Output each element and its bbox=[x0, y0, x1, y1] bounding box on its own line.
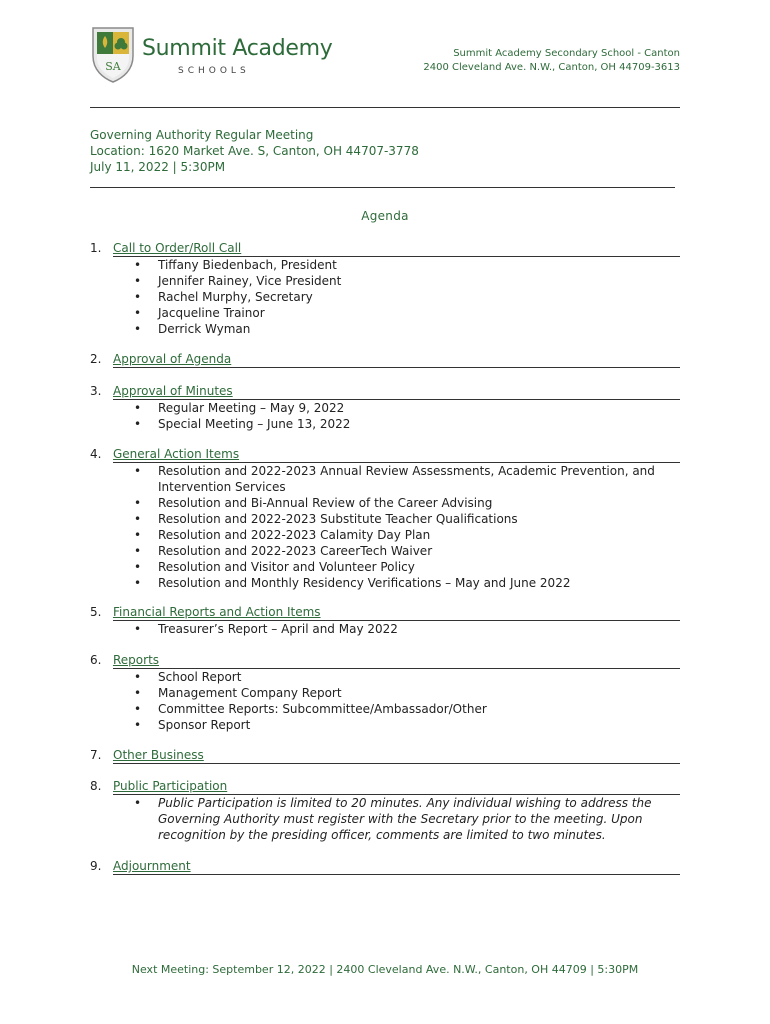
list-item: • Special Meeting – June 13, 2022 bbox=[134, 417, 351, 431]
public-participation-note bbox=[90, 795, 680, 843]
list-item: • Resolution and Bi-Annual Review of the Career Advising bbox=[134, 496, 493, 510]
list-item: • Jennifer Rainey, Vice President bbox=[134, 274, 342, 288]
school-address-line: 2400 Cleveland Ave. N.W., Canton, OH 44709-3613 bbox=[423, 62, 680, 73]
list-item: • Resolution and 2022-2023 CareerTech Waiver bbox=[134, 544, 433, 558]
item-number: 3. bbox=[90, 384, 102, 398]
agenda-heading: Agenda bbox=[361, 209, 409, 223]
agenda-item-public-participation bbox=[90, 779, 680, 843]
list-item-continuation: Governing Authority must register with the Secretary prior to the meeting. Upon bbox=[158, 812, 643, 826]
item-number: 4. bbox=[90, 447, 102, 461]
meeting-info-divider bbox=[90, 187, 675, 188]
list-item: • Committee Reports: Subcommittee/Ambassador/Other bbox=[134, 702, 487, 716]
item-number: 5. bbox=[90, 605, 102, 619]
brand-subtitle: SCHOOLS bbox=[178, 66, 250, 76]
list-item-continuation: recognition by the presiding officer, comments are limited to two minutes. bbox=[158, 828, 606, 842]
item-title: Adjournment bbox=[113, 859, 680, 875]
list-item: • Rachel Murphy, Secretary bbox=[134, 290, 313, 304]
list-item: • Treasurer’s Report – April and May 2022 bbox=[134, 622, 398, 636]
meeting-title: Governing Authority Regular Meeting bbox=[90, 128, 314, 142]
item-title: Public Participation bbox=[113, 779, 680, 795]
list-item: • Management Company Report bbox=[134, 686, 342, 700]
item-number: 2. bbox=[90, 352, 102, 366]
item-number: 1. bbox=[90, 241, 102, 255]
list-item: • Regular Meeting – May 9, 2022 bbox=[134, 401, 345, 415]
item-title: General Action Items bbox=[113, 447, 680, 463]
list-item: • Public Participation is limited to 20 minutes. Any individual wishing to address the bbox=[134, 796, 652, 810]
svg-text:SA: SA bbox=[105, 60, 121, 73]
financial-list bbox=[90, 621, 680, 637]
item-title: Approval of Agenda bbox=[113, 352, 680, 368]
item-number: 9. bbox=[90, 859, 102, 873]
next-meeting-footer: Next Meeting: September 12, 2022 | 2400 Cleveland Ave. N.W., Canton, OH 44709 | 5:30PM bbox=[131, 963, 639, 976]
agenda-item-reports bbox=[90, 653, 680, 733]
item-title: Reports bbox=[113, 653, 680, 669]
action-items-list bbox=[90, 463, 680, 591]
agenda-item-financial-reports bbox=[90, 605, 680, 637]
agenda-item-approval-of-agenda bbox=[90, 352, 680, 368]
agenda-item-call-to-order bbox=[90, 241, 680, 337]
item-number: 6. bbox=[90, 653, 102, 667]
header-divider bbox=[90, 107, 680, 108]
list-item: • Tiffany Biedenbach, President bbox=[134, 258, 337, 272]
list-item: • Resolution and Visitor and Volunteer Policy bbox=[134, 560, 415, 574]
brand-name: Summit Academy bbox=[142, 36, 333, 61]
item-number: 8. bbox=[90, 779, 102, 793]
school-address bbox=[423, 47, 680, 75]
school-crest-icon bbox=[90, 26, 136, 84]
summit-academy-logo bbox=[90, 26, 333, 88]
meeting-info bbox=[90, 127, 419, 175]
reports-list bbox=[90, 669, 680, 733]
item-title: Approval of Minutes bbox=[113, 384, 680, 400]
item-title: Other Business bbox=[113, 748, 680, 764]
item-title: Financial Reports and Action Items bbox=[113, 605, 680, 621]
list-item: • School Report bbox=[134, 670, 242, 684]
item-title: Call to Order/Roll Call bbox=[113, 241, 680, 257]
agenda-item-general-action-items bbox=[90, 447, 680, 591]
school-name-line: Summit Academy Secondary School - Canton bbox=[453, 48, 680, 59]
list-item: • Sponsor Report bbox=[134, 718, 251, 732]
list-item: • Resolution and Monthly Residency Verifications – May and June 2022 bbox=[134, 576, 571, 590]
list-item: • Jacqueline Trainor bbox=[134, 306, 265, 320]
agenda-item-adjournment bbox=[90, 859, 680, 875]
item-number: 7. bbox=[90, 748, 102, 762]
minutes-list bbox=[90, 400, 680, 432]
list-item-continuation: Intervention Services bbox=[158, 480, 286, 494]
agenda-item-approval-of-minutes bbox=[90, 384, 680, 432]
list-item: • Resolution and 2022-2023 Calamity Day Plan bbox=[134, 528, 431, 542]
list-item: • Resolution and 2022-2023 Annual Review Assessments, Academic Prevention, and bbox=[134, 464, 655, 478]
meeting-location: Location: 1620 Market Ave. S, Canton, OH 44707-3778 bbox=[90, 144, 419, 158]
list-item: • Resolution and 2022-2023 Substitute Teacher Qualifications bbox=[134, 512, 518, 526]
roll-call-list bbox=[90, 257, 680, 337]
list-item: • Derrick Wyman bbox=[134, 322, 251, 336]
agenda-item-other-business bbox=[90, 748, 680, 764]
meeting-datetime: July 11, 2022 | 5:30PM bbox=[90, 160, 226, 174]
